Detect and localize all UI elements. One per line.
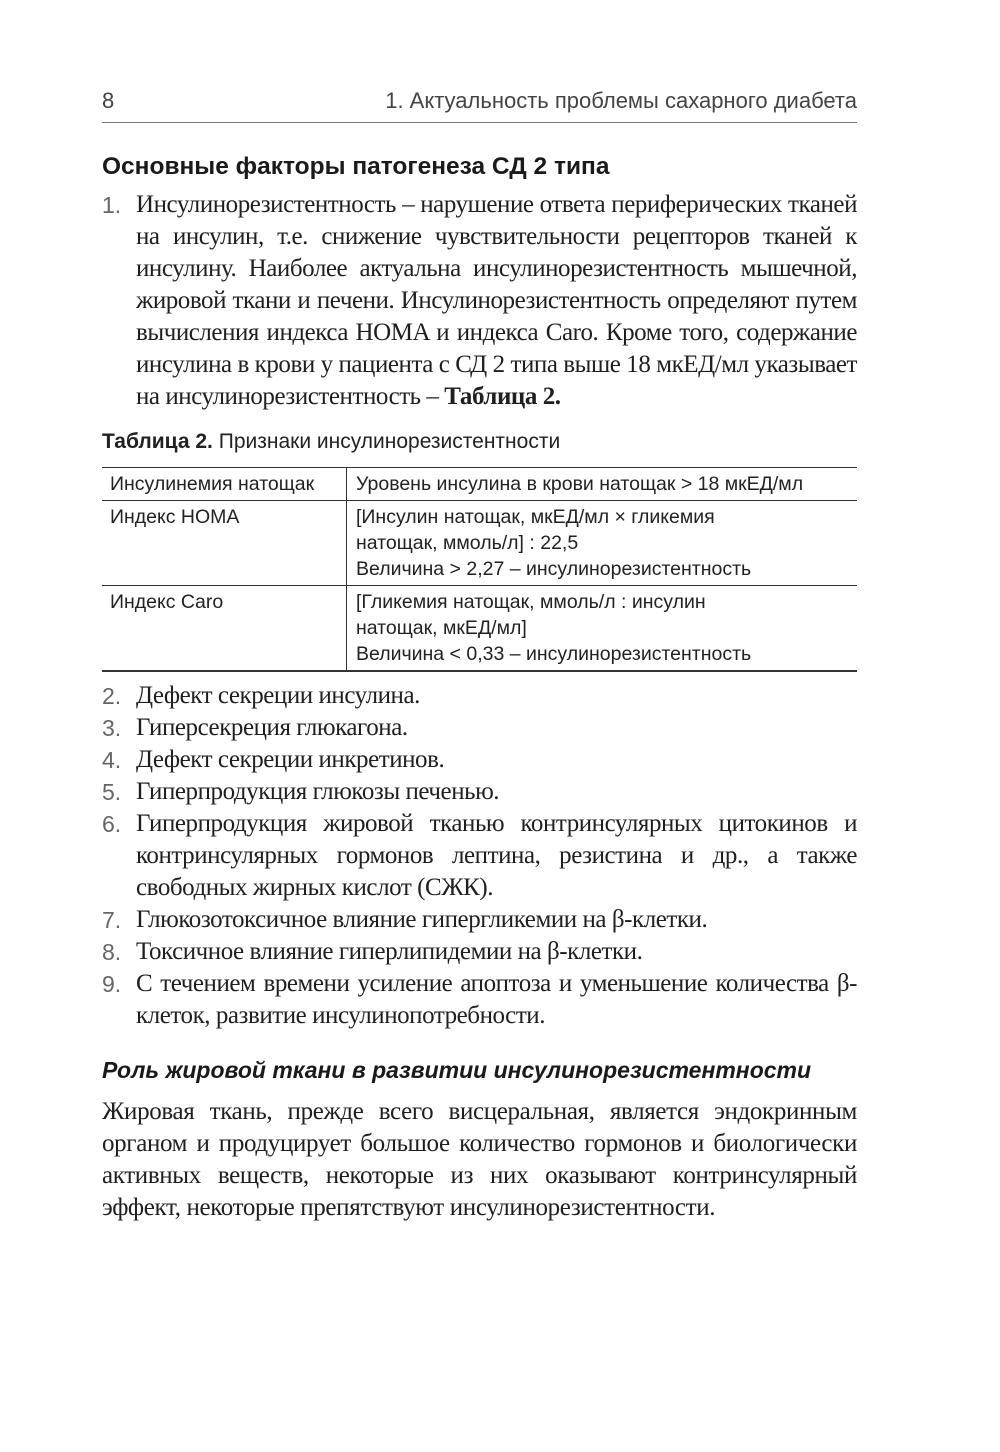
list-item-number: 3. <box>102 715 122 741</box>
list-item-text: Глюкозотоксичное влияние гипергликемии на β-клетки. <box>136 906 708 933</box>
subsection-title: Роль жировой ткани в развитии инсулинорезистентности <box>102 1057 812 1083</box>
list-item <box>102 904 857 936</box>
list-item <box>102 936 857 968</box>
table-cell-name: Индекс HOMA <box>102 501 347 586</box>
list-item-text: Гиперпродукция жировой тканью контринсулярных цитокинов и контринсулярных гормонов лептина, резистина и др., а также свободных жирных кислот (СЖК). <box>136 810 857 901</box>
table-cell-name: Инсулинемия натощак <box>102 468 347 501</box>
list-item-text: С течением времени усиление апоптоза и уменьшение количества β-клеток, развитие инсулинопотребности. <box>136 970 857 1029</box>
list-item-number: 9. <box>102 971 122 997</box>
table-row <box>102 586 857 672</box>
list-item <box>102 189 857 413</box>
list-item-number: 7. <box>102 907 122 933</box>
table-cell-value: [Инсулин натощак, мкЕД/мл × гликемия натощак, ммоль/л] : 22,5 Величина > 2,27 – инсулинорезистентность <box>347 501 858 586</box>
list-item <box>102 712 857 744</box>
page-number: 8 <box>102 88 115 113</box>
list-item <box>102 776 857 808</box>
list-item <box>102 968 857 1032</box>
table-caption <box>102 427 857 457</box>
list-item-number: 1. <box>102 192 122 218</box>
table-caption-label: Таблица 2. <box>102 430 213 453</box>
list-item-text: Дефект секреции инкретинов. <box>136 746 445 773</box>
factors-list-part-2 <box>102 680 857 1032</box>
table-row <box>102 468 857 501</box>
list-item-number: 8. <box>102 939 122 965</box>
table-reference: Таблица 2. <box>444 383 561 410</box>
table-cell-value: [Гликемия натощак, ммоль/л : инсулин натощак, мкЕД/мл] Величина < 0,33 – инсулинорезистентность <box>347 586 858 672</box>
book-page <box>102 84 857 1224</box>
list-item-text: Инсулинорезистентность – нарушение ответа периферических тканей на инсулин, т.е. снижение чувствительности рецепторов тканей к инсулину. Наиболее актуальна инсулинорезистентность мышечной, жировой ткани и печени. Инсулинорезистентность определяют путем вычисления индекса HOMA и индекса Caro. Кроме того, содержание инсулина в крови у пациента с СД 2 типа выше 18 мкЕД/мл указывает на инсулинорезистентность – Таблица 2. <box>136 191 857 410</box>
running-head <box>102 84 857 123</box>
list-item-number: 5. <box>102 779 122 805</box>
chapter-title: 1. Актуальность проблемы сахарного диабета <box>385 88 857 113</box>
list-item-text: Дефект секреции инсулина. <box>136 682 420 709</box>
body-paragraph: Жировая ткань, прежде всего висцеральная, является эндокринным органом и продуцирует большое количество гормонов и биологически активных веществ, некоторые из них оказывают контринсулярный эффект, некоторые препятствуют инсулинорезистентности. <box>102 1098 857 1221</box>
list-item-text: Гиперсекреция глюкагона. <box>136 714 408 741</box>
insulin-resistance-table <box>102 467 857 672</box>
list-item <box>102 744 857 776</box>
list-item <box>102 680 857 712</box>
list-item-number: 4. <box>102 747 122 773</box>
list-item-text: Токсичное влияние гиперлипидемии на β-клетки. <box>136 938 643 965</box>
factors-list-part-1 <box>102 189 857 413</box>
table-row <box>102 501 857 586</box>
section-title: Основные факторы патогенеза СД 2 типа <box>102 153 610 180</box>
list-item-number: 6. <box>102 811 122 837</box>
list-item-number: 2. <box>102 683 122 709</box>
table-cell-value: Уровень инсулина в крови натощак > 18 мкЕД/мл <box>356 473 804 495</box>
list-item <box>102 808 857 904</box>
table-cell-name: Индекс Caro <box>102 586 347 672</box>
list-item-text: Гиперпродукция глюкозы печенью. <box>136 778 500 805</box>
table-caption-text: Признаки инсулинорезистентности <box>212 430 561 453</box>
